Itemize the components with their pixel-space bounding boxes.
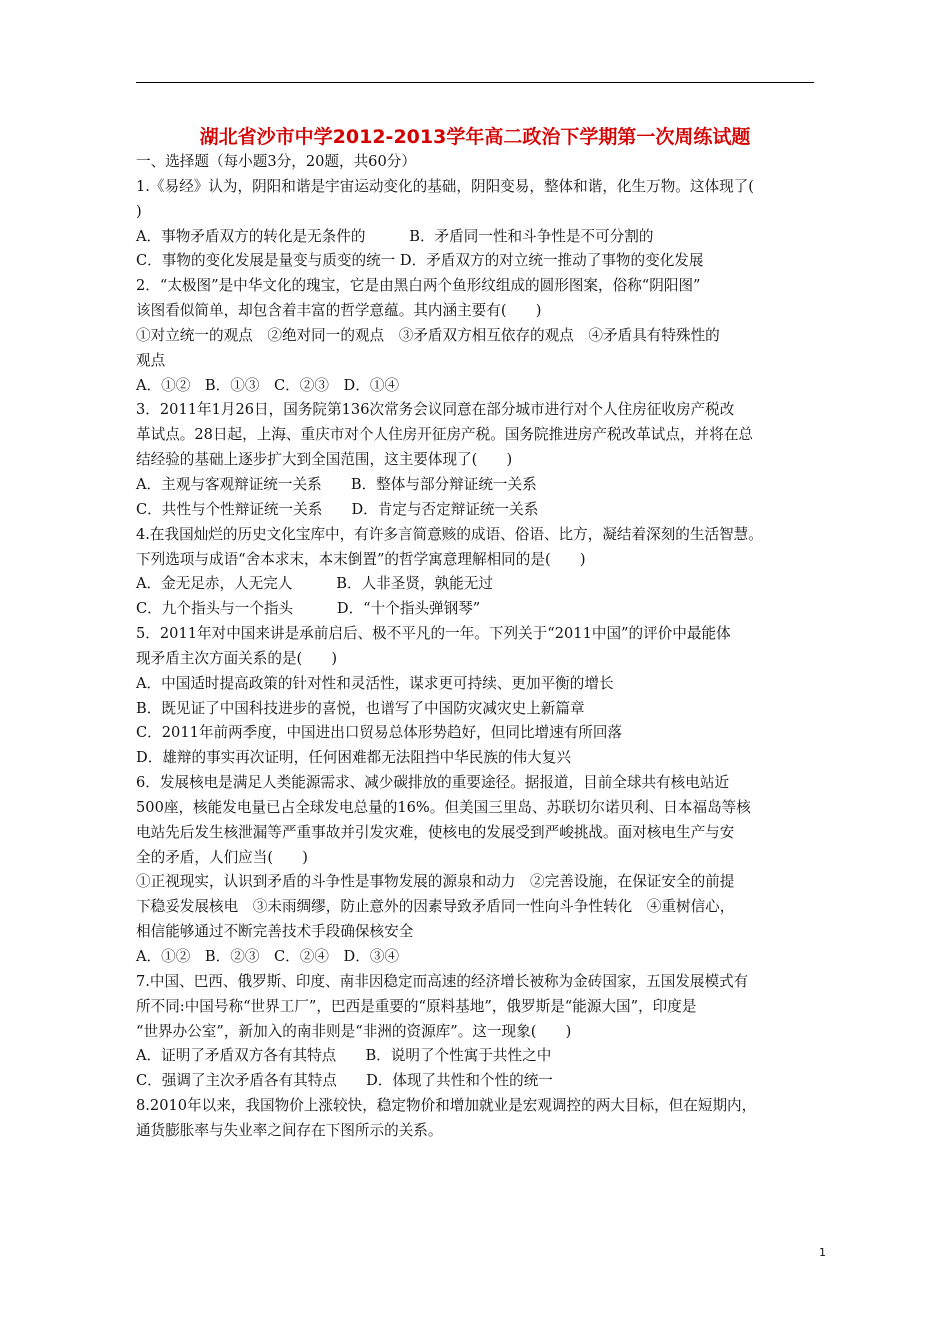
- text-line: 5．2011年对中国来讲是承前启后、极不平凡的一年。下列关于“2011中国”的评价中最能体: [136, 625, 731, 643]
- text-line: A．①② B．①③ C．②③ D．①④: [136, 376, 400, 394]
- text-line: A．主观与客观辩证统一关系 B．整体与部分辩证统一关系: [136, 475, 537, 493]
- text-line: 相信能够通过不断完善技术手段确保核安全: [136, 923, 414, 941]
- text-line: A．金无足赤，人无完人 B．人非圣贤，孰能无过: [136, 575, 493, 593]
- section-heading: 一、选择题（每小题3分，20题，共60分）: [136, 153, 416, 170]
- text-line: C．九个指头与一个指头 D．“十个指头弹钢琴”: [136, 600, 481, 618]
- text-line: C．共性与个性辩证统一关系 D．肯定与否定辩证统一关系: [136, 500, 539, 518]
- text-line: 电站先后发生核泄漏等严重事故并引发灾难，使核电的发展受到严峻挑战。面对核电生产与安: [136, 823, 735, 841]
- text-line: 革试点。28日起，上海、重庆市对个人住房开征房产税。国务院推进房产税改革试点，并将在总: [136, 426, 753, 444]
- text-line: 该图看似简单，却包含着丰富的哲学意蕴。其内涵主要有( ): [136, 302, 542, 320]
- text-line: A．事物矛盾双方的转化是无条件的 B．矛盾同一性和斗争性是不可分割的: [136, 227, 654, 245]
- document-title: 湖北省沙市中学2012-2013学年高二政治下学期第一次周练试题: [199, 126, 751, 148]
- text-line: 下稳妥发展核电 ③未雨绸缪，防止意外的因素导致矛盾同一性向斗争性转化 ④重树信心，: [136, 898, 735, 916]
- text-line: 4.在我国灿烂的历史文化宝库中，有许多言简意赅的成语、俗语、比方，凝结着深刻的生活智慧。: [136, 525, 763, 543]
- text-line: 8.2010年以来，我国物价上涨较快，稳定物价和增加就业是宏观调控的两大目标，但在短期内，: [136, 1097, 757, 1115]
- text-line: ): [136, 202, 142, 220]
- text-line: 500座，核能发电量已占全球发电总量的16%。但美国三里岛、苏联切尔诺贝利、日本福岛等核: [136, 798, 751, 816]
- text-line: 结经验的基础上逐步扩大到全国范围，这主要体现了( ): [136, 451, 513, 469]
- page-number: 1: [819, 1246, 826, 1259]
- text-line: C．事物的变化发展是量变与质变的统一 D．矛盾双方的对立统一推动了事物的变化发展: [136, 252, 704, 270]
- text-line: 3．2011年1月26日，国务院第136次常务会议同意在部分城市进行对个人住房征收房产税改: [136, 401, 735, 419]
- text-line: 6．发展核电是满足人类能源需求、减少碳排放的重要途径。据报道，目前全球共有核电站近: [136, 774, 730, 792]
- text-line: ①正视现实，认识到矛盾的斗争性是事物发展的源泉和动力 ②完善设施，在保证安全的前提: [136, 873, 735, 891]
- text-line: ①对立统一的观点 ②绝对同一的观点 ③矛盾双方相互依存的观点 ④矛盾具有特殊性的: [136, 326, 720, 344]
- text-line: 全的矛盾，人们应当( ): [136, 848, 308, 866]
- text-line: 7.中国、巴西、俄罗斯、印度、南非因稳定而高速的经济增长被称为金砖国家，五国发展模式有: [136, 972, 749, 990]
- text-line: A．中国适时提高政策的针对性和灵活性，谋求更可持续、更加平衡的增长: [136, 674, 614, 692]
- text-line: 所不同:中国号称“世界工厂”，巴西是重要的“原料基地”，俄罗斯是“能源大国”，印度是: [136, 997, 697, 1015]
- text-line: 观点: [136, 351, 166, 369]
- text-line: A．证明了矛盾双方各有其特点 B．说明了个性寓于共性之中: [136, 1047, 552, 1065]
- header-rule: [136, 82, 814, 83]
- text-line: 2．“太极图”是中华文化的瑰宝，它是由黑白两个鱼形纹组成的圆形图案，俗称“阴阳图”: [136, 277, 701, 295]
- text-line: 现矛盾主次方面关系的是( ): [136, 649, 338, 667]
- text-line: C．2011年前两季度，中国进出口贸易总体形势趋好，但同比增速有所回落: [136, 724, 623, 742]
- document-body: [136, 150, 816, 1144]
- text-line: A．①② B．②③ C．②④ D．③④: [136, 948, 400, 965]
- text-line: B．既见证了中国科技进步的喜悦，也谱写了中国防灾减灾史上新篇章: [136, 699, 585, 717]
- text-line: 下列选项与成语“舍本求末，本末倒置”的哲学寓意理解相同的是( ): [136, 550, 586, 568]
- text-line: C．强调了主次矛盾各有其特点 D．体现了共性和个性的统一: [136, 1072, 553, 1090]
- text-line: D．雄辩的事实再次证明，任何困难都无法阻挡中华民族的伟大复兴: [136, 749, 571, 767]
- text-line: 1.《易经》认为，阴阳和谐是宇宙运动变化的基础，阴阳变易，整体和谐，化生万物。这体现了(: [136, 177, 754, 195]
- text-line: 通货膨胀率与失业率之间存在下图所示的关系。: [136, 1121, 443, 1139]
- text-line: “世界办公室”，新加入的南非则是“非洲的资源库”。这一现象( ): [136, 1022, 572, 1040]
